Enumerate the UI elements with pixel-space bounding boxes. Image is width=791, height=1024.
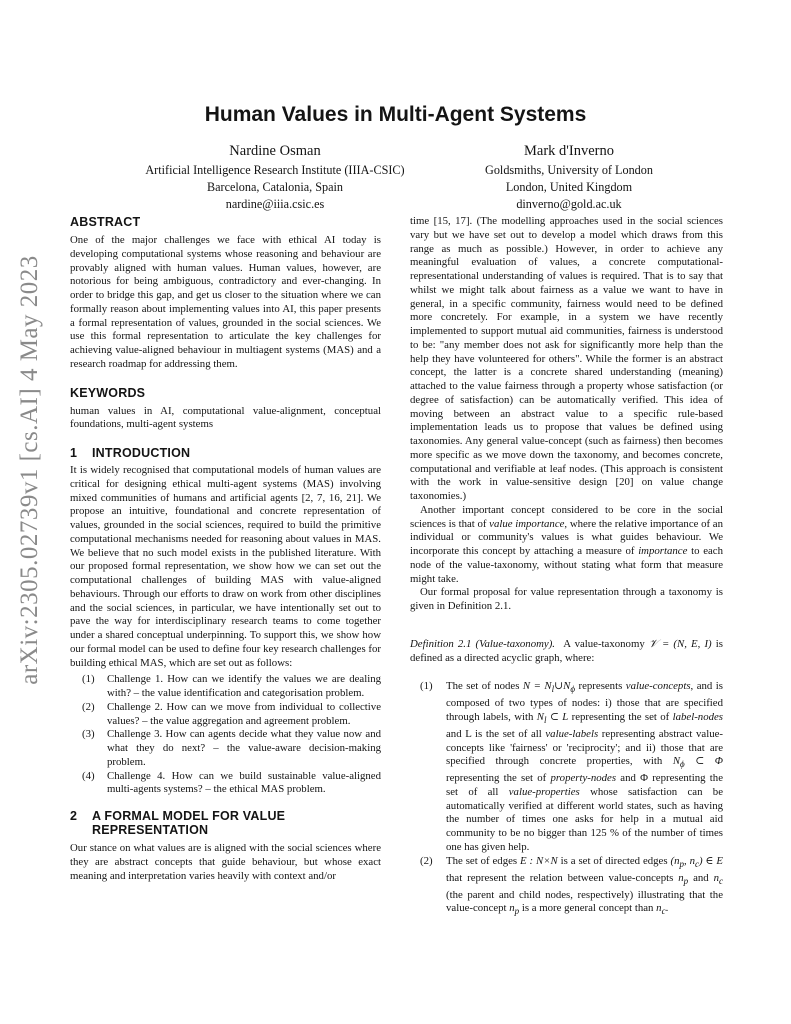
definition-list <box>420 680 723 919</box>
list-number: (2) <box>82 700 95 713</box>
text-run: importance <box>638 545 688 557</box>
text-run: and L is the set of all <box>446 727 546 740</box>
text-run: is a more general concept than <box>519 902 657 915</box>
math: p <box>683 875 689 886</box>
math: n <box>656 902 662 915</box>
math: (n <box>670 854 680 867</box>
abstract-heading: ABSTRACT <box>70 215 141 229</box>
section-number: 2 <box>70 809 78 823</box>
definition-intro <box>410 638 723 666</box>
section2-text-continued: time [15, 17]. (The modelling approaches used in the social sciences vary but we have set out to develop a model which draws from this range as much as possible.) However, in order to achieve any meaningful evaluation of values, a concrete computational-representational understanding of values is required. That is to say that whilst we might talk about fairness as a value we want to have in general, in a specific community, fairness would need to be defined more concretely. For example, in a system we have recently implemented to support mutual aid communities, fairness is understood to be: "any member does not ask for significantly more help than the help they have volunteered for others". While the former is an abstract concept, the latter is a concrete shared understanding (meaning) attached to the value fairness through a property whose satisfaction (or degree of satisfaction) can be automatically verified. This idea of moving between an abstract value to a specific rule-based implementation leads us to propose that values be defined using taxonomies. Any general value-concept (such as fairness) then becomes more specific as we move down the taxonomy, and becomes concrete, computational and verifiable at leaf nodes. (This approach is consistent with the work in value-sensitive design [20] on value change taxonomies.) <box>410 215 723 502</box>
text-run: value importance <box>489 517 565 530</box>
author-location: London, United Kingdom <box>505 180 633 194</box>
list-number: (1) <box>420 680 433 693</box>
list-item <box>82 673 381 701</box>
text-run: represents <box>575 680 626 693</box>
section2-text-start: Our stance on what values are is aligned with the social sciences where they are abstract concepts that guide behaviour, but whose exact meaning and interpretation varies heavily with context and/or <box>70 842 381 882</box>
math: , n <box>683 854 695 867</box>
math: E : N×N <box>520 854 558 867</box>
list-number: (1) <box>82 673 95 686</box>
math: c <box>694 858 699 869</box>
section-heading-introduction <box>70 446 381 460</box>
math: c <box>661 906 666 917</box>
author-block-dinverno <box>413 142 725 213</box>
list-item <box>82 770 381 798</box>
text-run: . <box>665 902 669 915</box>
text-run: label-nodes <box>672 710 723 723</box>
text-run: value-properties <box>508 785 580 798</box>
section-title-line: A FORMAL MODEL FOR VALUE <box>92 809 286 823</box>
text-run: A value-taxonomy <box>563 637 649 650</box>
author-name: Nardine Osman <box>229 143 321 159</box>
math: l <box>543 715 547 726</box>
math: ∪N <box>554 680 571 693</box>
text-run: is a set of directed edges <box>557 854 671 867</box>
text-run: is defined as a directed acyclic graph, where: <box>410 637 723 664</box>
text-run: Another important concept considered to be core in the social sciences is that of <box>410 503 723 530</box>
text-run: and <box>688 871 714 884</box>
section-title-line: REPRESENTATION <box>92 823 209 837</box>
math: N <box>672 755 681 768</box>
author-affiliation: Goldsmiths, University of London <box>485 163 653 177</box>
text-run: The set of edges <box>446 854 521 867</box>
math: n <box>713 871 719 884</box>
text-run: that represent the relation between value-concepts <box>446 871 679 884</box>
math: p <box>514 906 520 917</box>
list-item <box>82 728 381 769</box>
abstract-text: One of the major challenges we face with ethical AI today is developing computational systems whose reasoning and behaviour are provably aligned with human values. Human values, however, are notorious for being ambiguous, contradictory and ever-changing. In order to bridge this gap, and get us closer to the situation where we can formally reason about implementing values into AI, this paper presents a formal representation of values, grounded in the social sciences. We use this formal representation to articulate the key challenges for achieving value-aligned behaviour in multiagent systems (MAS) and a research roadmap for addressing them. <box>70 234 381 370</box>
math: ϕ <box>680 759 685 770</box>
left-column <box>70 215 381 883</box>
math: ϕ <box>570 684 576 695</box>
section-title: INTRODUCTION <box>92 446 191 460</box>
math-expression: 𝒱 = (N, E, I) <box>648 637 712 650</box>
list-number: (2) <box>420 854 433 867</box>
challenge-list <box>82 673 381 797</box>
introduction-text: It is widely recognised that computational models of human values are critical for designing ethical multi-agent systems (MAS) involving mixed communities of humans and artificial agents [2, 7, 16, 21]. We propose an intuitive, foundational and concrete representation of values, grounded in the social sciences, required to build the primitive computational mechanisms needed for reasoning about values in MAS. We believe that no such model exists in the published literature. With our proposed formal representation, we show how we can set out the computational challenges of building MAS with value-aligned behaviours. Through our efforts to draw on work from other disciplines and the social sciences, in particular, we have intentionally set out to pave the way for interdisciplinary research teams to come together under a shared conceptual underpinning. To support this, we show how our formal model can be used to define four key research challenges for building ethical MAS, which are set out as follows: <box>70 464 381 669</box>
author-affiliation: Artificial Intelligence Research Institute (IIIA-CSIC) <box>145 163 405 177</box>
text-run: property-nodes <box>550 772 617 785</box>
author-name: Mark d'Inverno <box>524 143 614 159</box>
list-item <box>420 680 723 854</box>
section-heading-formal-model <box>70 809 381 837</box>
list-item <box>420 855 723 919</box>
math: ) ∈ E <box>698 854 723 867</box>
math: c <box>719 875 723 886</box>
math: l <box>551 684 555 695</box>
list-item <box>82 701 381 729</box>
math: ⊂ L <box>546 710 569 723</box>
list-text: Challenge 2. How can we move from individual to collective values? – the value aggregation and agreement problem. <box>107 700 381 727</box>
right-column <box>410 215 723 919</box>
keywords-heading: KEYWORDS <box>70 385 146 400</box>
arxiv-identifier: arXiv:2305.02739v1 [cs.AI] 4 May 2023 <box>16 255 43 685</box>
section-title <box>92 809 285 837</box>
author-location: Barcelona, Catalonia, Spain <box>206 180 344 194</box>
text-run: value-labels <box>545 727 599 740</box>
math: N <box>536 710 544 723</box>
math: n <box>509 902 515 915</box>
math: p <box>679 858 684 869</box>
math: N = N <box>522 680 552 693</box>
text-run: , and is composed of two types of nodes: i) those that are specified through labels, with <box>446 680 723 723</box>
math: ⊂ Φ <box>684 755 723 768</box>
paper-title: Human Values in Multi-Agent Systems <box>204 103 587 126</box>
paragraph: Our formal proposal for value representation through a taxonomy is given in Definition 2.1. <box>410 586 723 612</box>
text-run: The set of nodes <box>446 680 523 693</box>
text-run: value-concepts <box>625 680 691 693</box>
text-run: representing the set of <box>568 710 673 723</box>
list-text <box>446 855 723 919</box>
author-email: dinverno@gold.ac.uk <box>516 197 622 211</box>
math: n <box>678 871 684 884</box>
definition-label: Definition 2.1 (Value-taxonomy). <box>410 637 555 650</box>
list-text: Challenge 4. How can we build sustainable value-aligned multi-agents systems? – the ethical MAS problem. <box>107 769 381 796</box>
list-text <box>446 680 723 854</box>
author-email: nardine@iiia.csic.es <box>225 197 325 211</box>
list-text: Challenge 1. How can we identify the values we are dealing with? – the value identification and categorisation problem. <box>107 673 381 699</box>
list-number: (4) <box>82 769 95 782</box>
text-run: representing the set of <box>446 772 551 785</box>
text-run: to each node of the value-taxonomy, without stating what form that measure might take. <box>410 545 723 585</box>
text-run: (the parent and child nodes, respectively) illustrating that the value-concept <box>446 888 723 915</box>
text-run: and Φ representing the set of all <box>446 772 723 798</box>
list-text: Challenge 3. How can agents decide what they value now and what they do next? – the value-aware decision-making problem. <box>107 728 381 768</box>
text-run: whose satisfaction can be automatically verified at different world states, such as having the number of times one asks for help in a mutual aid community to be no bigger than 125 % of the number of times one has given help. <box>446 785 723 853</box>
keywords-text: human values in AI, computational value-alignment, conceptual foundations, multi-agent systems <box>70 404 381 431</box>
text-run: , where the relative importance of an individual or community's values is what guides behaviour. We incorporate this concept by attaching a measure of <box>410 517 724 557</box>
arxiv-sidebar <box>6 250 54 690</box>
section-number: 1 <box>70 446 78 460</box>
text-run: representing abstract value-concepts like 'fairness' or 'reciprocity'; and ii) those that are specified through concrete properties, with <box>446 727 723 768</box>
list-number: (3) <box>82 728 95 741</box>
paragraph <box>410 504 723 587</box>
